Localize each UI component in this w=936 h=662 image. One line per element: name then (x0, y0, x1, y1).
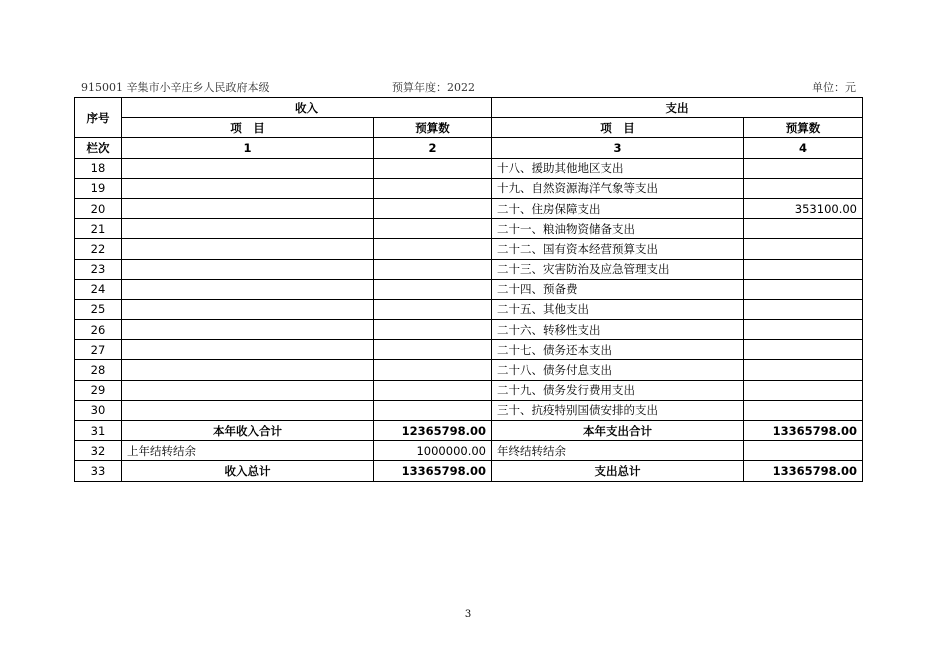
income-amount (374, 360, 492, 380)
income-item (122, 239, 374, 259)
expense-amount (744, 239, 863, 259)
row-seq: 25 (75, 299, 122, 319)
expense-item-header: 项 目 (492, 118, 744, 138)
seq-header: 序号 (75, 98, 122, 138)
annual-total-row (75, 421, 863, 441)
col-num-2: 2 (374, 138, 492, 158)
row-seq: 24 (75, 279, 122, 299)
expense-item: 二十、住房保障支出 (492, 198, 744, 218)
row-seq: 26 (75, 320, 122, 340)
expense-budget-header: 预算数 (744, 118, 863, 138)
row-seq: 20 (75, 198, 122, 218)
income-item (122, 400, 374, 420)
col-num-3: 3 (492, 138, 744, 158)
table-row (75, 320, 863, 340)
income-budget-header: 预算数 (374, 118, 492, 138)
expense-amount (744, 299, 863, 319)
row-seq: 31 (75, 421, 122, 441)
table-row (75, 178, 863, 198)
header-row-2 (75, 118, 863, 138)
expense-amount (744, 178, 863, 198)
income-grand-total-label: 收入总计 (122, 461, 374, 481)
income-amount (374, 198, 492, 218)
row-seq: 18 (75, 158, 122, 178)
annual-expense-total: 13365798.00 (744, 421, 863, 441)
table-row (75, 400, 863, 420)
year-end-carryover-amount (744, 441, 863, 461)
income-amount (374, 239, 492, 259)
row-seq: 33 (75, 461, 122, 481)
expense-amount (744, 400, 863, 420)
expense-amount (744, 340, 863, 360)
prior-year-carryover-label: 上年结转结余 (122, 441, 374, 461)
income-item (122, 198, 374, 218)
row-seq: 23 (75, 259, 122, 279)
table-row (75, 259, 863, 279)
annual-expense-total-label: 本年支出合计 (492, 421, 744, 441)
income-header: 收入 (122, 98, 492, 118)
income-amount (374, 380, 492, 400)
expense-item: 二十六、转移性支出 (492, 320, 744, 340)
expense-amount (744, 158, 863, 178)
row-seq: 22 (75, 239, 122, 259)
budget-table (74, 97, 863, 482)
table-row (75, 219, 863, 239)
prior-year-carryover-amount: 1000000.00 (374, 441, 492, 461)
column-number-row (75, 138, 863, 158)
income-grand-total: 13365798.00 (374, 461, 492, 481)
expense-item: 二十九、债务发行费用支出 (492, 380, 744, 400)
income-amount (374, 400, 492, 420)
expense-grand-total: 13365798.00 (744, 461, 863, 481)
header-organization: 915001 辛集市小辛庄乡人民政府本级 (81, 81, 270, 94)
table-row (75, 299, 863, 319)
expense-header: 支出 (492, 98, 863, 118)
header-budget-year: 预算年度：2022 (392, 81, 475, 94)
expense-item: 二十一、粮油物资储备支出 (492, 219, 744, 239)
table-row (75, 239, 863, 259)
annual-income-total-label: 本年收入合计 (122, 421, 374, 441)
income-item-header: 项 目 (122, 118, 374, 138)
expense-item: 二十三、灾害防治及应急管理支出 (492, 259, 744, 279)
expense-amount: 353100.00 (744, 198, 863, 218)
expense-item: 二十二、国有资本经营预算支出 (492, 239, 744, 259)
row-seq: 28 (75, 360, 122, 380)
table-row (75, 198, 863, 218)
expense-amount (744, 279, 863, 299)
header-unit: 单位：元 (812, 81, 856, 94)
income-amount (374, 158, 492, 178)
income-item (122, 299, 374, 319)
income-amount (374, 178, 492, 198)
income-item (122, 259, 374, 279)
carryover-row (75, 441, 863, 461)
table-row (75, 340, 863, 360)
header-row-1 (75, 98, 863, 118)
expense-amount (744, 259, 863, 279)
income-amount (374, 340, 492, 360)
expense-amount (744, 380, 863, 400)
expense-item: 二十八、债务付息支出 (492, 360, 744, 380)
row-seq: 19 (75, 178, 122, 198)
income-amount (374, 320, 492, 340)
income-item (122, 219, 374, 239)
income-amount (374, 299, 492, 319)
income-item (122, 320, 374, 340)
expense-item: 三十、抗疫特别国债安排的支出 (492, 400, 744, 420)
income-item (122, 178, 374, 198)
row-seq: 21 (75, 219, 122, 239)
income-amount (374, 259, 492, 279)
col-num-4: 4 (744, 138, 863, 158)
table-row (75, 158, 863, 178)
income-item (122, 279, 374, 299)
table-row (75, 279, 863, 299)
expense-amount (744, 360, 863, 380)
row-seq: 27 (75, 340, 122, 360)
row-seq: 32 (75, 441, 122, 461)
year-end-carryover-label: 年终结转结余 (492, 441, 744, 461)
annual-income-total: 12365798.00 (374, 421, 492, 441)
expense-item: 二十五、其他支出 (492, 299, 744, 319)
row-seq: 30 (75, 400, 122, 420)
expense-item: 十八、援助其他地区支出 (492, 158, 744, 178)
col-label: 栏次 (75, 138, 122, 158)
income-item (122, 360, 374, 380)
table-row (75, 360, 863, 380)
table-row (75, 380, 863, 400)
expense-item: 二十七、债务还本支出 (492, 340, 744, 360)
income-amount (374, 279, 492, 299)
page-number: 3 (464, 609, 472, 620)
expense-amount (744, 320, 863, 340)
expense-item: 二十四、预备费 (492, 279, 744, 299)
income-item (122, 158, 374, 178)
income-item (122, 340, 374, 360)
income-item (122, 380, 374, 400)
expense-amount (744, 219, 863, 239)
col-num-1: 1 (122, 138, 374, 158)
expense-grand-total-label: 支出总计 (492, 461, 744, 481)
expense-item: 十九、自然资源海洋气象等支出 (492, 178, 744, 198)
grand-total-row (75, 461, 863, 481)
income-amount (374, 219, 492, 239)
row-seq: 29 (75, 380, 122, 400)
